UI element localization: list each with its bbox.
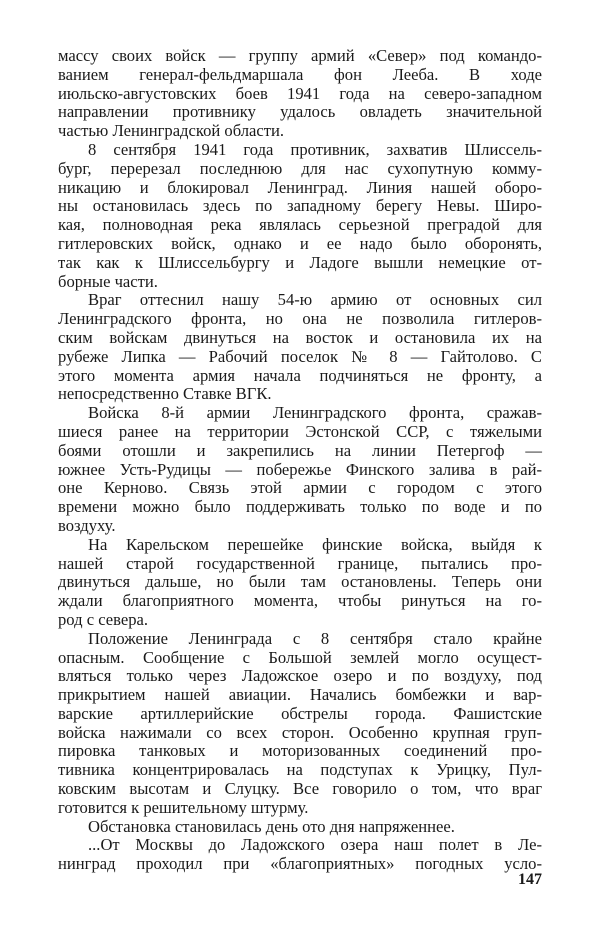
text-line: боями отошли и закрепились на линии Петергоф — — [58, 440, 542, 460]
text-line: двинуться дальше, но были там остановлены. Теперь они — [58, 572, 542, 592]
text-line: войска нажимали со всех сторон. Особенно крупная груп- — [58, 722, 542, 742]
text-line: южнее Усть-Рудицы — побережье Финского залива в рай- — [58, 459, 542, 479]
paragraph — [58, 141, 542, 291]
paragraph — [58, 291, 542, 404]
text-line: тивника концентрировалась на подступах к Урицку, Пул- — [58, 760, 542, 780]
paragraph — [58, 630, 542, 818]
text-line: ванием генерал-фельдмаршала фон Лееба. В ходе — [58, 64, 542, 84]
text-line: ...От Москвы до Ладожского озера наш полет в Ле- — [88, 835, 542, 855]
text-line: воздуху. — [58, 515, 116, 535]
text-line: так как к Шлиссельбургу и Ладоге вышли немецкие от- — [58, 252, 542, 272]
text-line: Положение Ленинграда с 8 сентября стало крайне — [88, 628, 542, 648]
paragraph — [58, 536, 542, 630]
page-number: 147 — [518, 871, 542, 888]
text-line: борные части. — [58, 271, 158, 291]
text-line: Войска 8-й армии Ленинградского фронта, сражав- — [88, 403, 542, 423]
text-line: бург, перерезал последнюю для нас сухопутную комму- — [58, 158, 542, 178]
text-line: направлении противнику удалось овладеть значительной — [58, 102, 542, 122]
paragraph — [58, 47, 542, 141]
text-line: варские артиллерийские обстрелы города. Фашистские — [58, 703, 542, 723]
text-line: непосредственно Ставке ВГК. — [58, 384, 272, 404]
text-line: времени можно было поддерживать только по воде и по — [58, 497, 542, 517]
text-line: ковским высотам и Слуцку. Все говорило о том, что враг — [58, 779, 542, 799]
text-line: На Карельском перешейке финские войска, выйдя к — [88, 534, 542, 554]
text-line: этого момента армия начала подчиняться не фронту, а — [58, 365, 542, 385]
text-line: кая, полноводная река являлась серьезной преградой для — [58, 215, 542, 235]
text-line: готовится к решительному штурму. — [58, 797, 309, 817]
text-line: ждали благоприятного момента, чтобы ринуться на го- — [58, 591, 542, 611]
text-line: шиеся ранее на территории Эстонской ССР, с тяжелыми — [58, 421, 542, 441]
paragraph — [58, 404, 542, 536]
text-line: род с севера. — [58, 609, 149, 629]
text-line: Враг оттеснил нашу 54-ю армию от основных сил — [88, 290, 542, 310]
text-line: ны остановилась здесь по западному берегу Невы. Широ- — [58, 196, 542, 216]
text-line: оне Керново. Связь этой армии с городом с этого — [58, 478, 542, 498]
page-text — [58, 47, 542, 874]
text-line: никацию и блокировал Ленинград. Линия нашей оборо- — [58, 177, 542, 197]
text-line: опасным. Сообщение с Большой землей могло осущест- — [58, 647, 542, 667]
text-line: Обстановка становилась день ото дня напряженнее. — [88, 816, 455, 836]
text-line: пировка танковых и моторизованных соединений про- — [58, 741, 542, 761]
text-line: июльско-августовских боев 1941 года на северо-западном — [58, 83, 542, 103]
text-line: вляться только через Ладожское озеро и по воздуху, под — [58, 666, 542, 686]
text-line: нинград проходил при «благоприятных» погодных усло- — [58, 854, 542, 874]
paragraph — [58, 836, 542, 874]
text-line: частью Ленинградской области. — [58, 121, 285, 141]
text-line: Ленинградского фронта, но она не позволила гитлеров- — [58, 309, 542, 329]
text-line: массу своих войск — группу армий «Север» под командо- — [58, 46, 542, 65]
text-line: гитлеровских войск, однако и ее надо было оборонять, — [58, 233, 542, 253]
paragraph — [58, 818, 542, 837]
text-line: рубеже Липка — Рабочий поселок № 8 — Гайтолово. С — [58, 346, 542, 366]
text-line: ским войскам двинуться на восток и остановила их на — [58, 327, 542, 347]
text-line: прикрытием нашей авиации. Начались бомбежки и вар- — [58, 685, 542, 705]
text-line: 8 сентября 1941 года противник, захватив Шлиссель- — [88, 139, 542, 159]
text-line: нашей старой государственной границе, пытались про- — [58, 553, 542, 573]
